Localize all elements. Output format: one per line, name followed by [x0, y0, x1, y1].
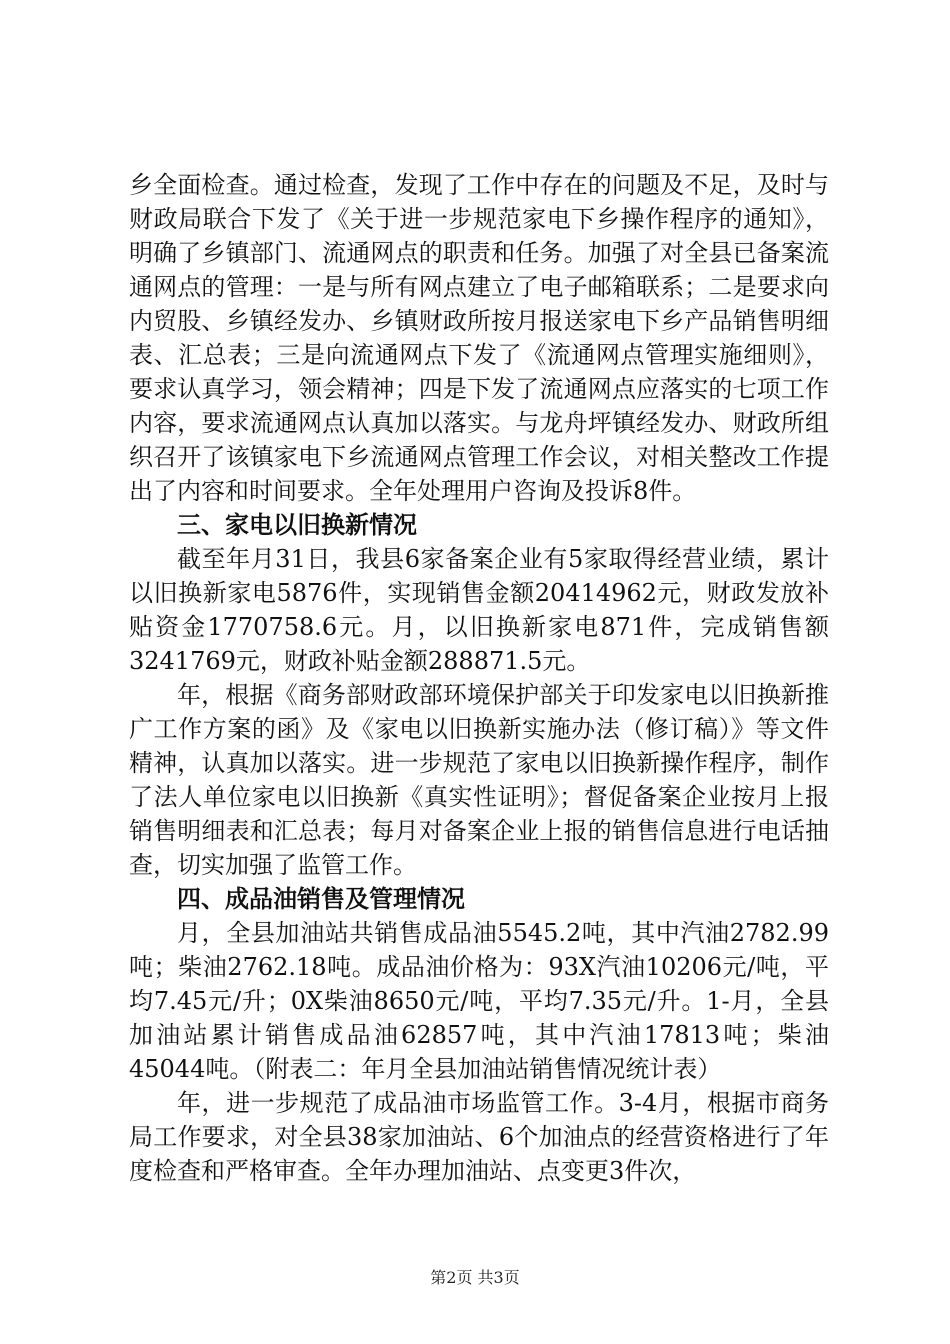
paragraph: 截至年月31日，我县6家备案企业有5家取得经营业绩，累计以旧换新家电5876件，实现销售金额20414962元，财政发放补贴资金1770758.6元。月，以旧换新家电871件，完成销售额3241769元，财政补贴金额288871.5元。 — [129, 545, 829, 675]
document-body — [129, 168, 829, 1188]
section-heading: 三、家电以旧换新情况 — [177, 511, 417, 539]
paragraph: 乡全面检查。通过检查，发现了工作中存在的问题及不足，及时与财政局联合下发了《关于进一步规范家电下乡操作程序的通知》，明确了乡镇部门、流通网点的职责和任务。加强了对全县已备案流通网点的管理：一是与所有网点建立了电子邮箱联系；二是要求向内贸股、乡镇经发办、乡镇财政所按月报送家电下乡产品销售明细表、汇总表；三是向流通网点下发了《流通网点管理实施细则》，要求认真学习，领会精神；四是下发了流通网点应落实的七项工作内容，要求流通网点认真加以落实。与龙舟坪镇经发办、财政所组织召开了该镇家电下乡流通网点管理工作会议，对相关整改工作提出了内容和时间要求。全年处理用户咨询及投诉8件。 — [129, 171, 829, 505]
section-heading: 四、成品油销售及管理情况 — [177, 885, 465, 913]
paragraph: 年，根据《商务部财政部环境保护部关于印发家电以旧换新推广工作方案的函》及《家电以旧换新实施办法（修订稿）》等文件精神，认真加以落实。进一步规范了家电以旧换新操作程序，制作了法人单位家电以旧换新《真实性证明》；督促备案企业按月上报销售明细表和汇总表；每月对备案企业上报的销售信息进行电话抽查，切实加强了监管工作。 — [129, 681, 829, 879]
paragraph: 年，进一步规范了成品油市场监管工作。3-4月，根据市商务局工作要求，对全县38家加油站、6个加油点的经营资格进行了年度检查和严格审查。全年办理加油站、点变更3件次， — [129, 1089, 829, 1185]
page-footer: 第2页 共3页 — [430, 1268, 520, 1287]
paragraph: 月，全县加油站共销售成品油5545.2吨，其中汽油2782.99吨；柴油2762.18吨。成品油价格为：93X汽油10206元/吨，平均7.45元/升；0X柴油8650元/吨，平均7.35元/升。1-月，全县加油站累计销售成品油62857吨，其中汽油17813吨；柴油45044吨。（附表二：年月全县加油站销售情况统计表） — [129, 919, 829, 1083]
